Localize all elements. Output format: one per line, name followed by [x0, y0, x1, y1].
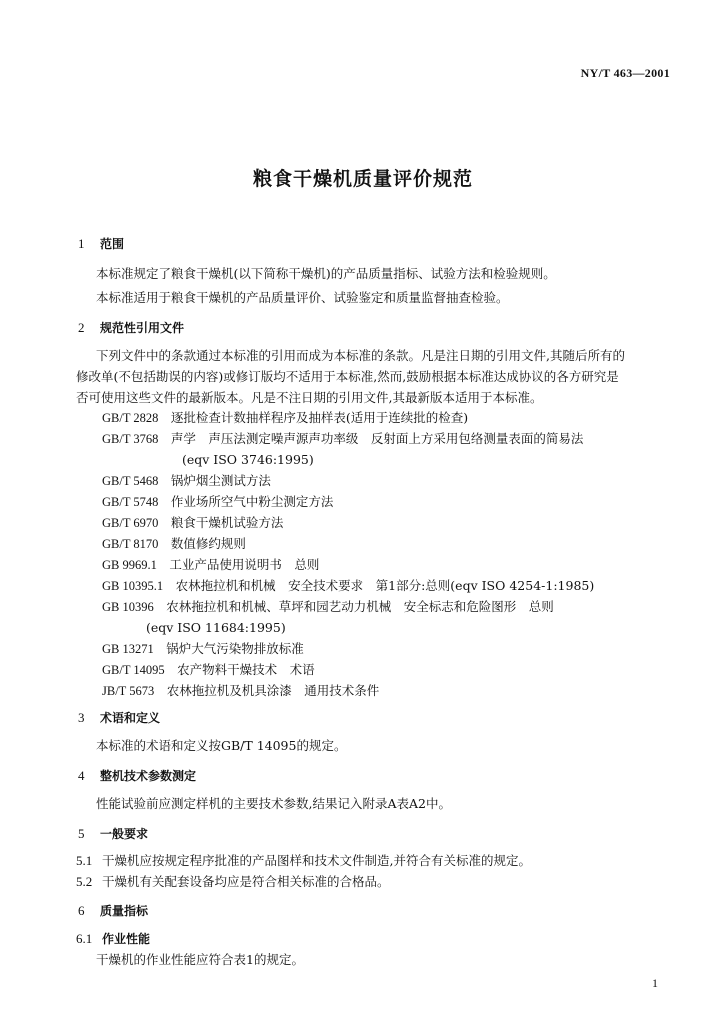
- reference-item: GB 10396 农林拖拉机和机械、草坪和园艺动力机械 安全标志和危险图形 总则: [102, 599, 554, 614]
- reference-item: GB/T 2828 逐批检查计数抽样程序及抽样表(适用于连续批的检查): [102, 410, 469, 425]
- reference-item: GB/T 14095 农产物料干燥技术 术语: [102, 662, 315, 677]
- section-5-heading: 5 一般要求: [78, 826, 149, 841]
- section-6-heading: 6 质量指标: [78, 903, 149, 918]
- reference-item: GB 10395.1 农林拖拉机和机械 安全技术要求 第1部分:总则(eqv ISO 4254-1:1985): [102, 578, 595, 593]
- page-number: 1: [652, 976, 658, 990]
- reference-item: JB/T 5673 农林拖拉机及机具涂漆 通用技术条件: [102, 683, 380, 698]
- reference-item: GB/T 6970 粮食干燥机试验方法: [102, 515, 284, 530]
- reference-item: GB/T 3768 声学 声压法测定噪声源声功率级 反射面上方采用包络测量表面的简易法: [102, 431, 584, 446]
- section-2-heading: 2 规范性引用文件: [78, 320, 185, 335]
- clause-5-2: 5.2 干燥机有关配套设备均应是符合相关标准的合格品。: [76, 874, 390, 889]
- clause-5-1: 5.1 干燥机应按规定程序批准的产品图样和技术文件制造,并符合有关标准的规定。: [76, 853, 531, 868]
- reference-item: GB/T 5748 作业场所空气中粉尘测定方法: [102, 494, 334, 509]
- document-title: 粮食干燥机质量评价规范: [252, 168, 473, 190]
- section-2-intro-line-1: 下列文件中的条款通过本标准的引用而成为本标准的条款。凡是注日期的引用文件,其随后所有的: [96, 348, 625, 363]
- section-2-intro-line-2: 修改单(不包括勘误的内容)或修订版均不适用于本标准,然而,鼓励根据本标准达成协议的各方研究是: [76, 369, 619, 384]
- reference-item: GB 13271 锅炉大气污染物排放标准: [102, 641, 304, 656]
- section-3-heading: 3 术语和定义: [78, 710, 161, 725]
- section-1-paragraph-1: 本标准规定了粮食干燥机(以下简称干燥机)的产品质量指标、试验方法和检验规则。: [96, 266, 556, 281]
- reference-item-sub: (eqv ISO 11684:1995): [146, 620, 286, 635]
- section-1-heading: 1 范围: [78, 236, 125, 251]
- reference-item: GB 9969.1 工业产品使用说明书 总则: [102, 557, 320, 572]
- section-2-intro-line-3: 否可使用这些文件的最新版本。凡是不注日期的引用文件,其最新版本适用于本标准。: [76, 390, 543, 405]
- section-6-paragraph-1: 干燥机的作业性能应符合表1的规定。: [96, 952, 304, 967]
- reference-item: GB/T 8170 数值修约规则: [102, 536, 246, 551]
- section-4-paragraph-1: 性能试验前应测定样机的主要技术参数,结果记入附录A表A2中。: [96, 796, 451, 811]
- reference-item: GB/T 5468 锅炉烟尘测试方法: [102, 473, 271, 488]
- subsection-6-1-heading: 6.1 作业性能: [76, 931, 151, 946]
- section-3-paragraph-1: 本标准的术语和定义按GB/T 14095的规定。: [96, 738, 347, 753]
- reference-item-sub: (eqv ISO 3746:1995): [182, 452, 314, 467]
- section-1-paragraph-2: 本标准适用于粮食干燥机的产品质量评价、试验鉴定和质量监督抽查检验。: [96, 290, 509, 305]
- section-4-heading: 4 整机技术参数测定: [78, 768, 197, 783]
- standard-number: NY/T 463—2001: [580, 66, 670, 80]
